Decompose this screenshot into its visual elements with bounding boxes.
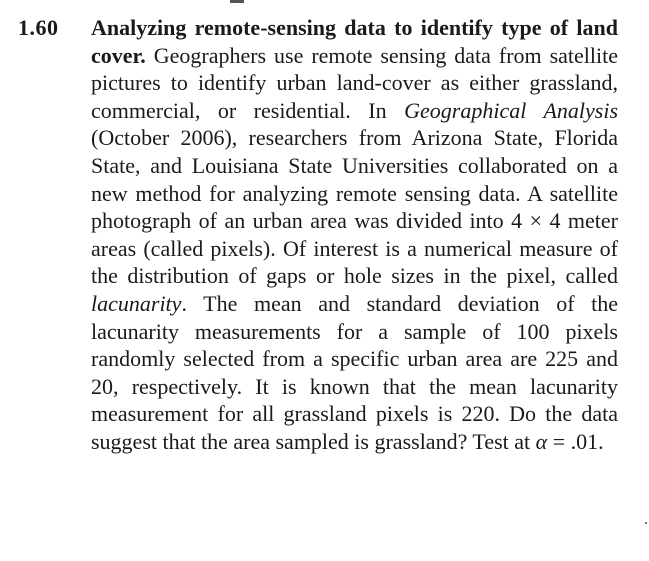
exercise-text-part-1: Geographers use remote sensing data from satellite pictures to identify urban land-cover as either grassland, commercial, or residential. In xyxy=(91,42,618,123)
exercise-text-part-2: (October 2006), researchers from Arizona State, Florida State, and Louisiana State Universities collaborated on a new method for analyzing remote sensing data. A satellite photograph of an urban area was divided into 4 × 4 meter areas (called pixels). Of interest is a numerical measure of the distribution of gaps or hole sizes in the pixel, called xyxy=(91,125,618,289)
alpha-value: = .01. xyxy=(547,428,604,454)
journal-name: Geographical Analysis xyxy=(404,97,619,123)
exercise-number: 1.60 xyxy=(18,15,59,40)
stray-dot xyxy=(645,522,647,524)
exercise-block xyxy=(18,14,618,456)
lacunarity-term: lacunarity xyxy=(91,290,182,316)
exercise-body xyxy=(91,14,618,456)
exercise-title: Analyzing remote-sensing data to identify type of land cover. xyxy=(91,15,618,68)
exercise-text-part-3: . The mean and standard deviation of the lacunarity measurements for a sample of 100 pixels randomly selected from a specific urban area are 225 and 20, respectively. It is known that the mean lacunarity measurement for all grassland pixels is 220. Do the data suggest that the area sampled is grassland? Test at xyxy=(91,290,618,454)
page-edge-mark xyxy=(230,0,244,3)
alpha-symbol: α xyxy=(535,428,548,454)
